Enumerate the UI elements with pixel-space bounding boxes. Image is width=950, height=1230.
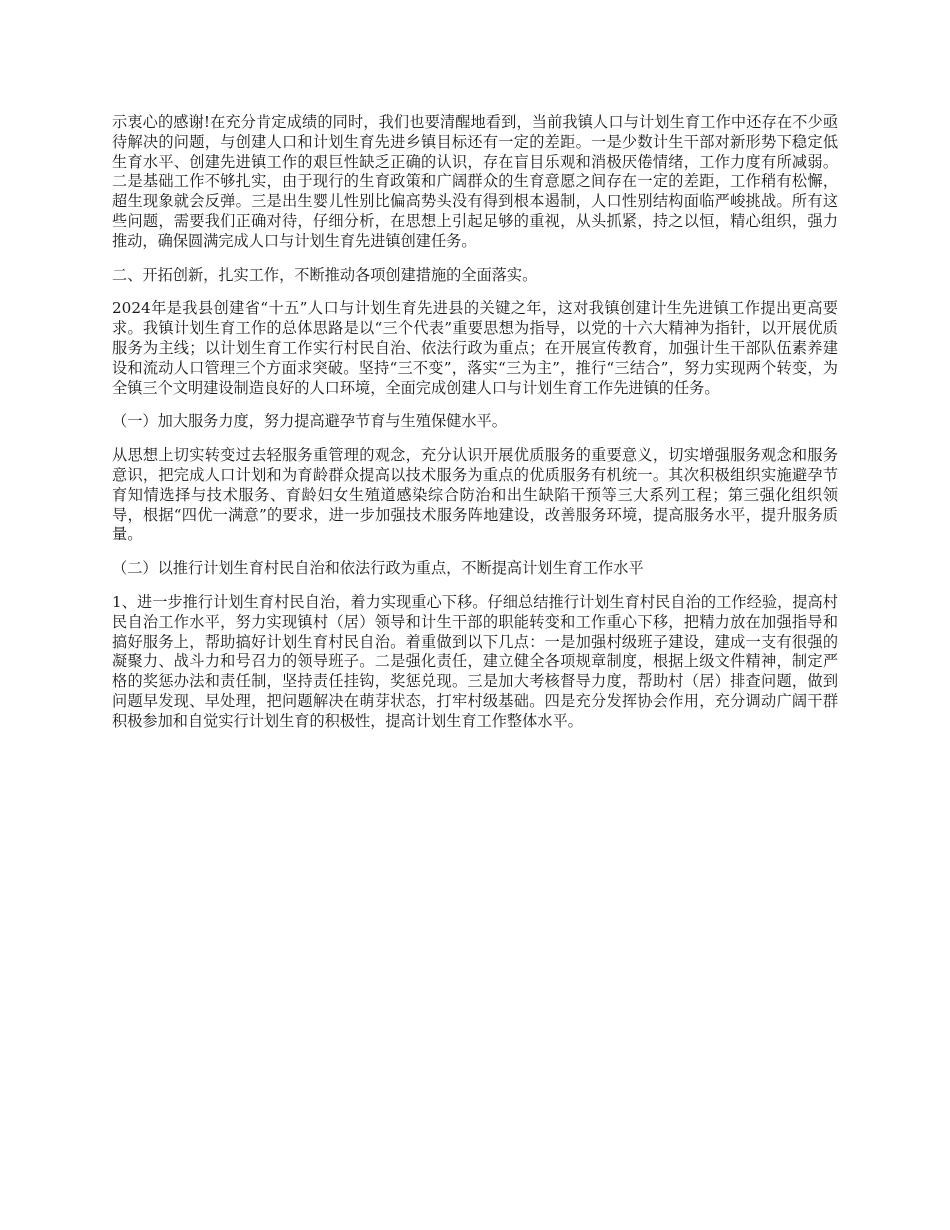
section-heading-2: 二、开拓创新，扎实工作，不断推动各项创建措施的全面落实。 bbox=[112, 265, 538, 284]
subsection-heading-1: （一）加大服务力度，努力提高避孕节育与生殖保健水平。 bbox=[112, 412, 507, 431]
paragraph-village-autonomy: 1、进一步推行计划生育村民自治，着力实现重心下移。仔细总结推行计划生育村民自治的工作经验，提高村民自治工作水平，努力实现镇村（居）领导和计生干部的职能转变和工作重心下移，把精力放在加强指导和搞好服务上，帮助搞好计划生育村民自治。着重做到以下几点：一是加强村级班子建设，建成一支有很强的凝聚力、战斗力和号召力的领导班子。二是强化责任，建立健全各项规章制度，根据上级文件精神，制定严格的奖惩办法和责任制，坚持责任挂钩，奖惩兑现。三是加大考核督导力度，帮助村（居）排查问题，做到问题早发现、早处理，把问题解决在萌芽状态，打牢村级基础。四是充分发挥协会作用，充分调动广阔干群积极参加和自觉实行计划生育的积极性，提高计划生育工作整体水平。 bbox=[112, 592, 838, 730]
paragraph-service: 从思想上切实转变过去轻服务重管理的观念，充分认识开展优质服务的重要意义，切实增强服务观念和服务意识，把完成人口计划和为育龄群众提高以技术服务为重点的优质服务有机统一。其次积极组织实施避孕节育知情选择与技术服务、育龄妇女生殖道感染综合防治和出生缺陷干预等三大系列工程；第三强化组织领导，根据“四优一满意”的要求，进一步加强技术服务阵地建设，改善服务环境，提高服务水平，提升服务质量。 bbox=[112, 446, 838, 544]
paragraph-problems: 示衷心的感谢!在充分肯定成绩的同时，我们也要清醒地看到，当前我镇人口与计划生育工作中还存在不少亟待解决的问题，与创建人口和计划生育先进乡镇目标还有一定的差距。一是少数计生干部对新形势下稳定低生育水平、创建先进镇工作的艰巨性缺乏正确的认识，存在盲目乐观和消极厌倦情绪，工作力度有所减弱。二是基础工作不够扎实，由于现行的生育政策和广阔群众的生育意愿之间存在一定的差距，工作稍有松懈，超生现象就会反弹。三是出生婴儿性别比偏高势头没有得到根本遏制，人口性别结构面临严峻挑战。所有这些问题，需要我们正确对待，仔细分析，在思想上引起足够的重视，从头抓紧，持之以恒，精心组织，强力推动，确保圆满完成人口与计划生育先进镇创建任务。 bbox=[112, 113, 838, 250]
subsection-heading-2: （二）以推行计划生育村民自治和依法行政为重点，不断提高计划生育工作水平 bbox=[112, 559, 644, 578]
paragraph-2024-plan: 2024年是我县创建省“十五”人口与计划生育先进县的关键之年，这对我镇创建计生先进镇工作提出更高要求。我镇计划生育工作的总体思路是以“三个代表”重要思想为指导，以党的十六大精神为指针，以开展优质服务为主线；以计划生育工作实行村民自治、依法行政为重点；在开展宣传教育，加强计生干部队伍素养建设和流动人口管理三个方面求突破。坚持“三不变”，落实“三为主”，推行“三结合”，努力实现两个转变，为全镇三个文明建设制造良好的人口环境，全面完成创建人口与计划生育工作先进镇的任务。 bbox=[112, 299, 838, 397]
document-body bbox=[112, 113, 838, 746]
